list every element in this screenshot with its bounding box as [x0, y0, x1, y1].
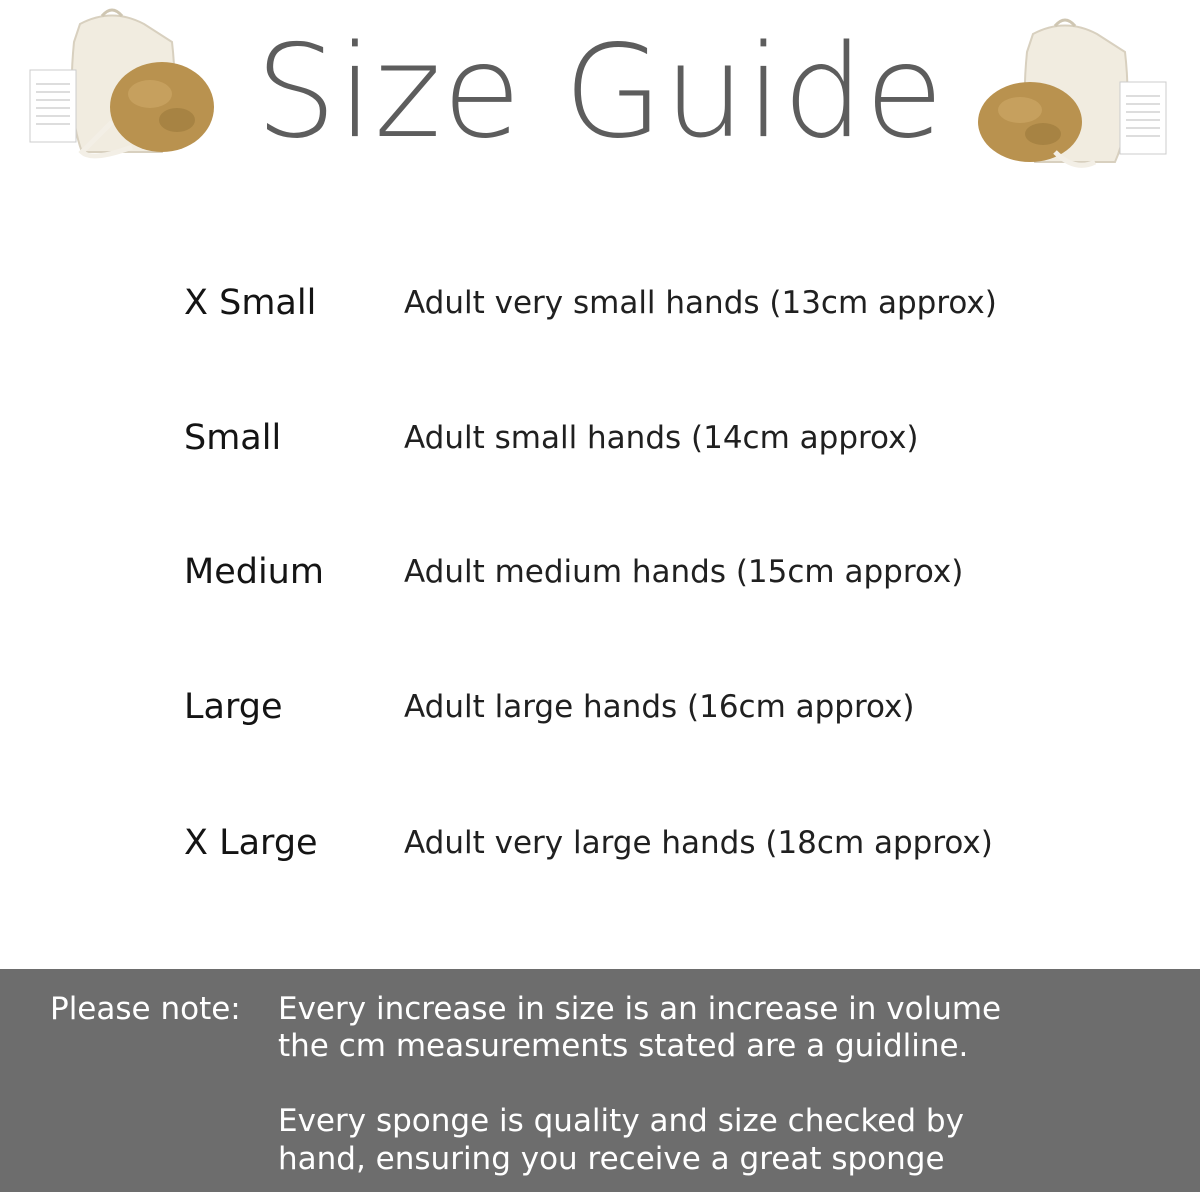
size-name: Medium — [184, 552, 324, 592]
note-line: hand, ensuring you receive a great sponge — [278, 1141, 945, 1177]
size-description: Adult large hands (16cm approx) — [404, 689, 915, 725]
size-description: Adult very large hands (18cm approx) — [404, 825, 993, 861]
sponge-bag-illustration — [975, 12, 1175, 182]
size-row — [0, 283, 1200, 343]
size-row — [0, 823, 1200, 883]
note-section — [0, 969, 1200, 1192]
note-label: Please note: — [50, 991, 241, 1027]
size-name: X Small — [184, 283, 317, 323]
product-image-right — [975, 12, 1175, 182]
size-description: Adult medium hands (15cm approx) — [404, 554, 964, 590]
size-name: X Large — [184, 823, 318, 863]
size-row — [0, 418, 1200, 478]
size-description: Adult small hands (14cm approx) — [404, 420, 919, 456]
note-line: Every increase in size is an increase in volume — [278, 991, 1002, 1027]
size-name: Small — [184, 418, 282, 458]
size-row — [0, 552, 1200, 612]
page-title: Size Guide — [255, 18, 945, 167]
note-line: the cm measurements stated are a guidline. — [278, 1028, 969, 1064]
size-name: Large — [184, 687, 283, 727]
size-description: Adult very small hands (13cm approx) — [404, 285, 997, 321]
note-line: Every sponge is quality and size checked by — [278, 1103, 964, 1139]
size-row — [0, 687, 1200, 747]
